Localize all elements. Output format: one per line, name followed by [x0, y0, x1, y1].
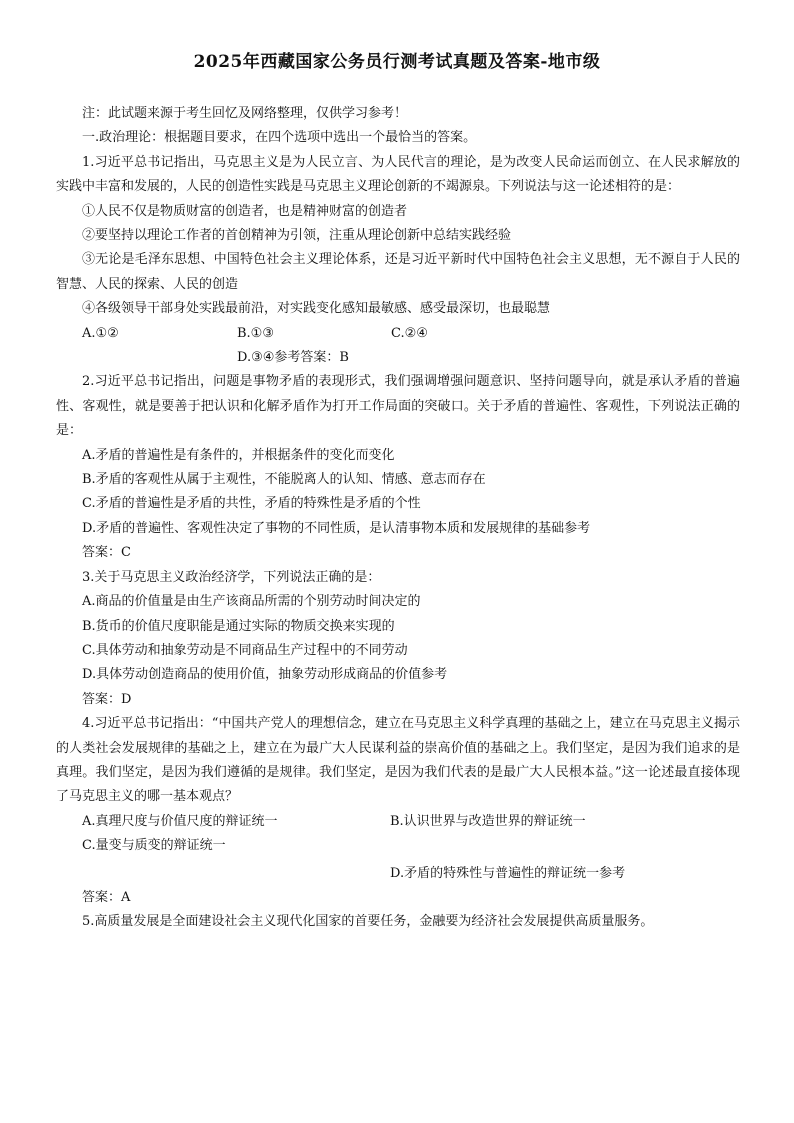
options-row — [56, 862, 740, 886]
question-stem: 2.习近平总书记指出，问题是事物矛盾的表现形式，我们强调增强问题意识、坚持问题导向，就是承认矛盾的普遍性、客观性，就是要善于把认识和化解矛盾作为打开工作局面的突破口。关于矛盾的普遍性、客观性，下列说法正确的是： — [56, 374, 740, 439]
option-b: B.矛盾的客观性从属于主观性，不能脱离人的认知、情感、意志而存在 — [82, 472, 486, 488]
option-d: D.矛盾的特殊性与普遍性的辩证统一参考 — [390, 865, 626, 881]
answer: 答案：A — [82, 889, 131, 905]
question-2 — [56, 370, 740, 565]
question-4 — [56, 712, 740, 910]
option-c: C.②④ — [391, 325, 428, 341]
answer: 答案：C — [82, 545, 131, 561]
question-stem: 3.关于马克思主义政治经济学，下列说法正确的是： — [82, 569, 381, 585]
statement-item: ②要坚持以理论工作者的首创精神为引领，注重从理论创新中总结实践经验 — [82, 228, 512, 244]
option-b: B.①③ — [237, 325, 274, 341]
option-d: D.矛盾的普遍性、客观性决定了事物的不同性质，是认清事物本质和发展规律的基础参考 — [82, 520, 591, 536]
option-c: C.量变与质变的辩证统一 — [82, 838, 226, 854]
option-d: D.具体劳动创造商品的使用价值，抽象劳动形成商品的价值参考 — [82, 667, 448, 683]
option-a: A.①② — [82, 325, 119, 341]
question-1 — [56, 151, 740, 371]
source-note: 注：此试题来源于考生回忆及网络整理，仅供学习参考！ — [82, 106, 408, 121]
document-title: 2025年西藏国家公务员行测考试真题及答案-地市级 — [193, 52, 601, 72]
statement-item: ①人民不仅是物质财富的创造者，也是精神财富的创造者 — [82, 203, 408, 219]
section-heading: 一.政治理论：根据题目要求，在四个选项中选出一个最恰当的答案。 — [82, 130, 477, 146]
option-c: C.矛盾的普遍性是矛盾的共性，矛盾的特殊性是矛盾的个性 — [82, 496, 421, 512]
option-b: B.货币的价值尺度职能是通过实际的物质交换来实现的 — [82, 618, 395, 634]
question-stem: 1.习近平总书记指出，马克思主义是为人民立言、为人民代言的理论，是为改变人民命运而创立、在人民求解放的实践中丰富和发展的，人民的创造性实践是马克思主义理论创新的不竭源泉。下列说法与这一论述相符的是： — [56, 154, 740, 195]
options-row — [56, 322, 740, 346]
option-a: A.矛盾的普遍性是有条件的，并根据条件的变化而变化 — [82, 447, 395, 463]
answer: 答案：D — [82, 691, 132, 707]
question-stem: 4.习近平总书记指出：“中国共产党人的理想信念，建立在马克思主义科学真理的基础之上，建立在马克思主义揭示的人类社会发展规律的基础之上，建立在为最广大人民谋利益的崇高价值的基础之上。我们坚定，是因为我们追求的是真理。我们坚定，是因为我们遵循的是规律。我们坚定，是因为我们代表的是最广大人民根本益。”这一论述最直接体现了马克思主义的哪一基本观点？ — [56, 716, 740, 805]
option-d-with-answer: D.③④参考答案：B — [237, 350, 349, 366]
question-3 — [56, 566, 740, 712]
question-stem: 5.高质量发展是全面建设社会主义现代化国家的首要任务，金融要为经济社会发展提供高质量服务。 — [82, 914, 654, 930]
statement-item: ③无论是毛泽东思想、中国特色社会主义理论体系，还是习近平新时代中国特色社会主义思想，无不源自于人民的智慧、人民的探索、人民的创造 — [56, 252, 740, 292]
option-c: C.具体劳动和抽象劳动是不同商品生产过程中的不同劳动 — [82, 642, 408, 658]
question-5 — [56, 910, 740, 934]
option-a: A.商品的价值量是由生产该商品所需的个别劳动时间决定的 — [82, 594, 421, 610]
options-row — [56, 834, 740, 858]
option-b: B.认识世界与改造世界的辩证统一 — [390, 813, 586, 829]
options-row — [56, 346, 740, 370]
option-a: A.真理尺度与价值尺度的辩证统一 — [82, 813, 278, 829]
document-body — [56, 102, 740, 935]
statement-item: ④各级领导干部身处实践最前沿，对实践变化感知最敏感、感受最深切，也最聪慧 — [82, 301, 551, 317]
options-row — [56, 810, 740, 834]
